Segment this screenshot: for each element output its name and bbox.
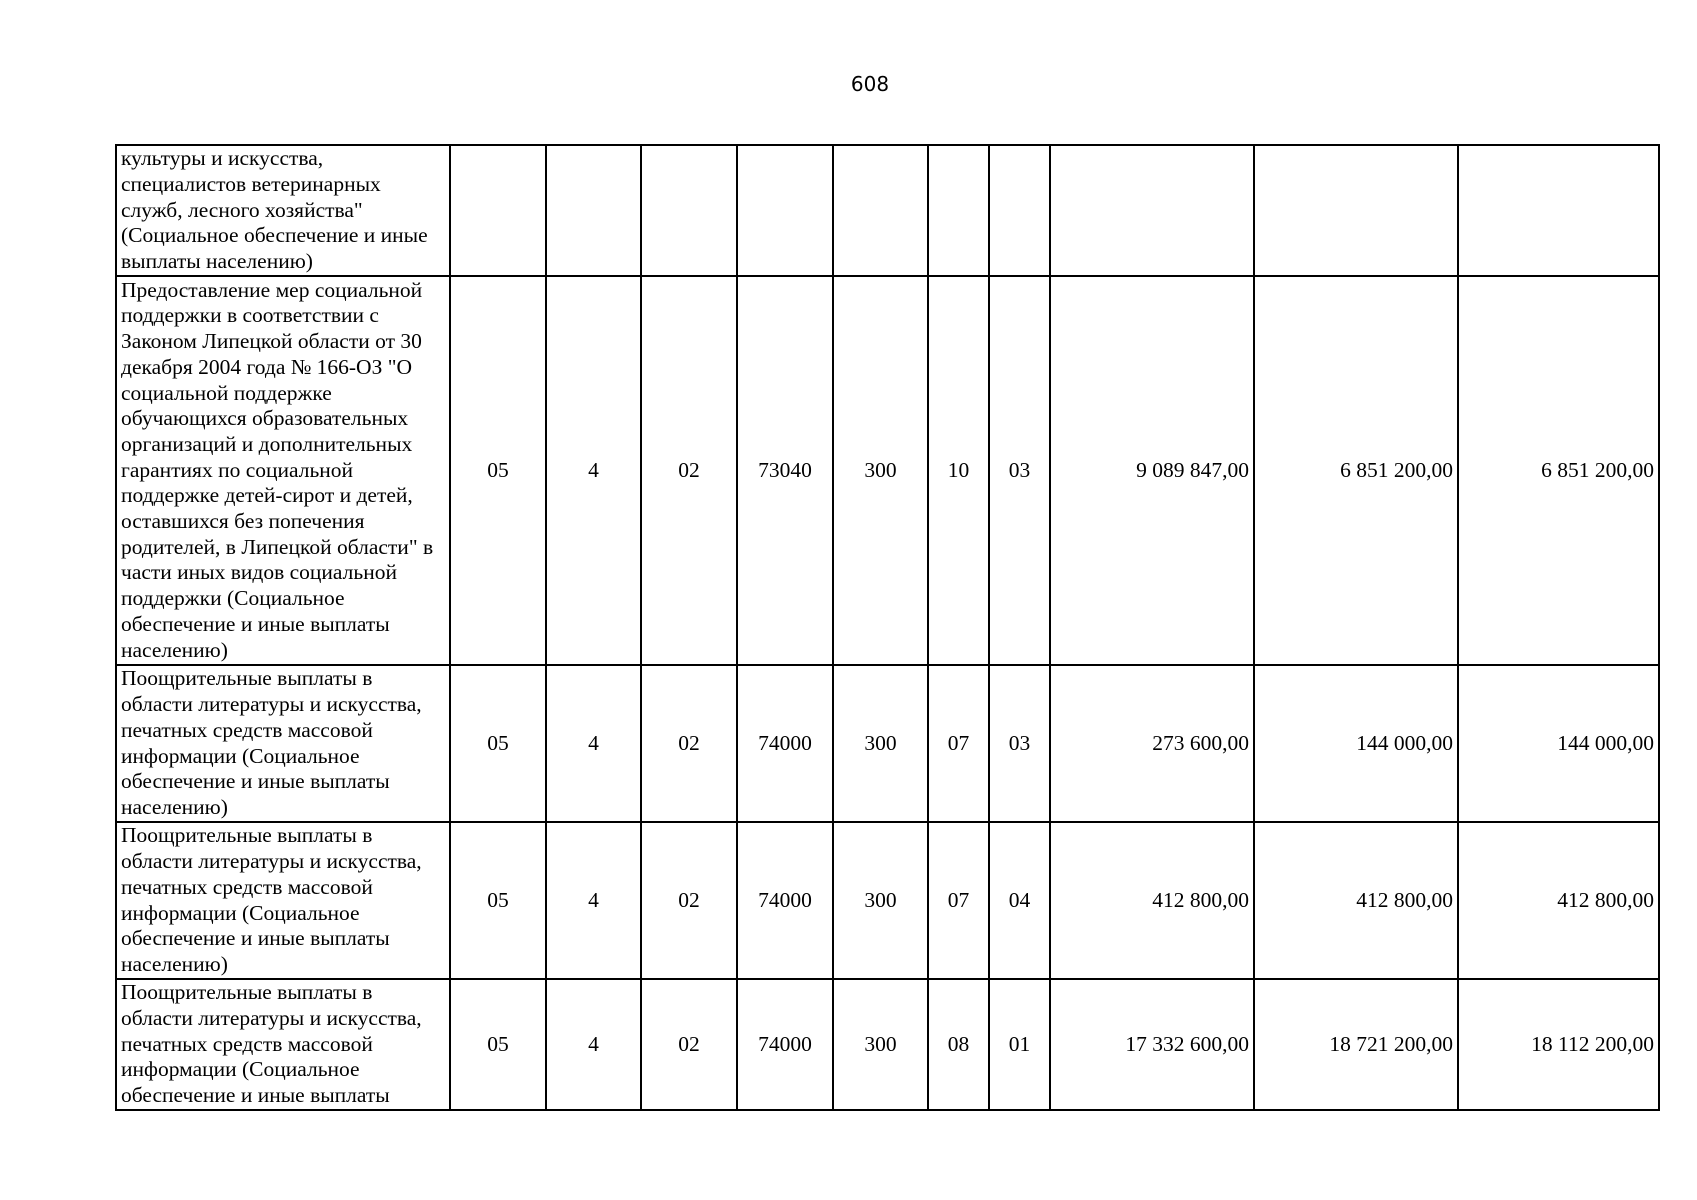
section-code: 08 [928, 979, 989, 1110]
table-row [116, 276, 1659, 665]
table-row [116, 979, 1659, 1110]
table-row [116, 665, 1659, 822]
amount-year-2: 412 800,00 [1254, 822, 1458, 979]
program-code [450, 145, 546, 276]
amount-year-3: 412 800,00 [1458, 822, 1659, 979]
row-description: Поощрительные выплаты в области литературы и искусства, печатных средств массовой информации (Социальное обеспечение и иные выплаты населению) [116, 665, 450, 822]
amount-year-3: 6 851 200,00 [1458, 276, 1659, 665]
table-row [116, 822, 1659, 979]
subsection-code: 03 [989, 665, 1050, 822]
amount-year-3: 144 000,00 [1458, 665, 1659, 822]
row-description: Поощрительные выплаты в области литературы и искусства, печатных средств массовой информации (Социальное обеспечение и иные выплаты населению) [116, 822, 450, 979]
program-code: 05 [450, 979, 546, 1110]
program-code: 05 [450, 276, 546, 665]
amount-year-2: 144 000,00 [1254, 665, 1458, 822]
amount-year-1: 273 600,00 [1050, 665, 1254, 822]
amount-year-1: 9 089 847,00 [1050, 276, 1254, 665]
activity-code [641, 145, 737, 276]
row-description: культуры и искусства, специалистов ветеринарных служб, лесного хозяйства" (Социальное обеспечение и иные выплаты населению) [116, 145, 450, 276]
direction-code: 74000 [737, 822, 833, 979]
subprogram-code: 4 [546, 822, 641, 979]
subprogram-code [546, 145, 641, 276]
row-description: Поощрительные выплаты в области литературы и искусства, печатных средств массовой информации (Социальное обеспечение и иные выплаты [116, 979, 450, 1110]
amount-year-2: 6 851 200,00 [1254, 276, 1458, 665]
amount-year-1: 17 332 600,00 [1050, 979, 1254, 1110]
expense-type-code: 300 [833, 979, 928, 1110]
direction-code: 73040 [737, 276, 833, 665]
budget-table [115, 144, 1660, 1111]
subprogram-code: 4 [546, 276, 641, 665]
expense-type-code: 300 [833, 276, 928, 665]
amount-year-1 [1050, 145, 1254, 276]
section-code: 07 [928, 665, 989, 822]
subsection-code: 03 [989, 276, 1050, 665]
section-code: 07 [928, 822, 989, 979]
expense-type-code: 300 [833, 822, 928, 979]
subprogram-code: 4 [546, 665, 641, 822]
row-description: Предоставление мер социальной поддержки в соответствии с Законом Липецкой области от 30 декабря 2004 года № 166-ОЗ "О социальной поддержке обучающихся образовательных организаций и дополнительных гарантиях по социальной поддержке детей-сирот и детей, оставшихся без попечения родителей, в Липецкой области" в части иных видов социальной поддержки (Социальное обеспечение и иные выплаты населению) [116, 276, 450, 665]
activity-code: 02 [641, 665, 737, 822]
page-number: 608 [850, 72, 890, 96]
amount-year-1: 412 800,00 [1050, 822, 1254, 979]
amount-year-3 [1458, 145, 1659, 276]
table-row [116, 145, 1659, 276]
section-code: 10 [928, 276, 989, 665]
subsection-code: 01 [989, 979, 1050, 1110]
section-code [928, 145, 989, 276]
amount-year-2 [1254, 145, 1458, 276]
subprogram-code: 4 [546, 979, 641, 1110]
subsection-code: 04 [989, 822, 1050, 979]
amount-year-2: 18 721 200,00 [1254, 979, 1458, 1110]
program-code: 05 [450, 665, 546, 822]
activity-code: 02 [641, 979, 737, 1110]
subsection-code [989, 145, 1050, 276]
expense-type-code: 300 [833, 665, 928, 822]
direction-code: 74000 [737, 979, 833, 1110]
activity-code: 02 [641, 822, 737, 979]
expense-type-code [833, 145, 928, 276]
amount-year-3: 18 112 200,00 [1458, 979, 1659, 1110]
direction-code: 74000 [737, 665, 833, 822]
activity-code: 02 [641, 276, 737, 665]
program-code: 05 [450, 822, 546, 979]
direction-code [737, 145, 833, 276]
